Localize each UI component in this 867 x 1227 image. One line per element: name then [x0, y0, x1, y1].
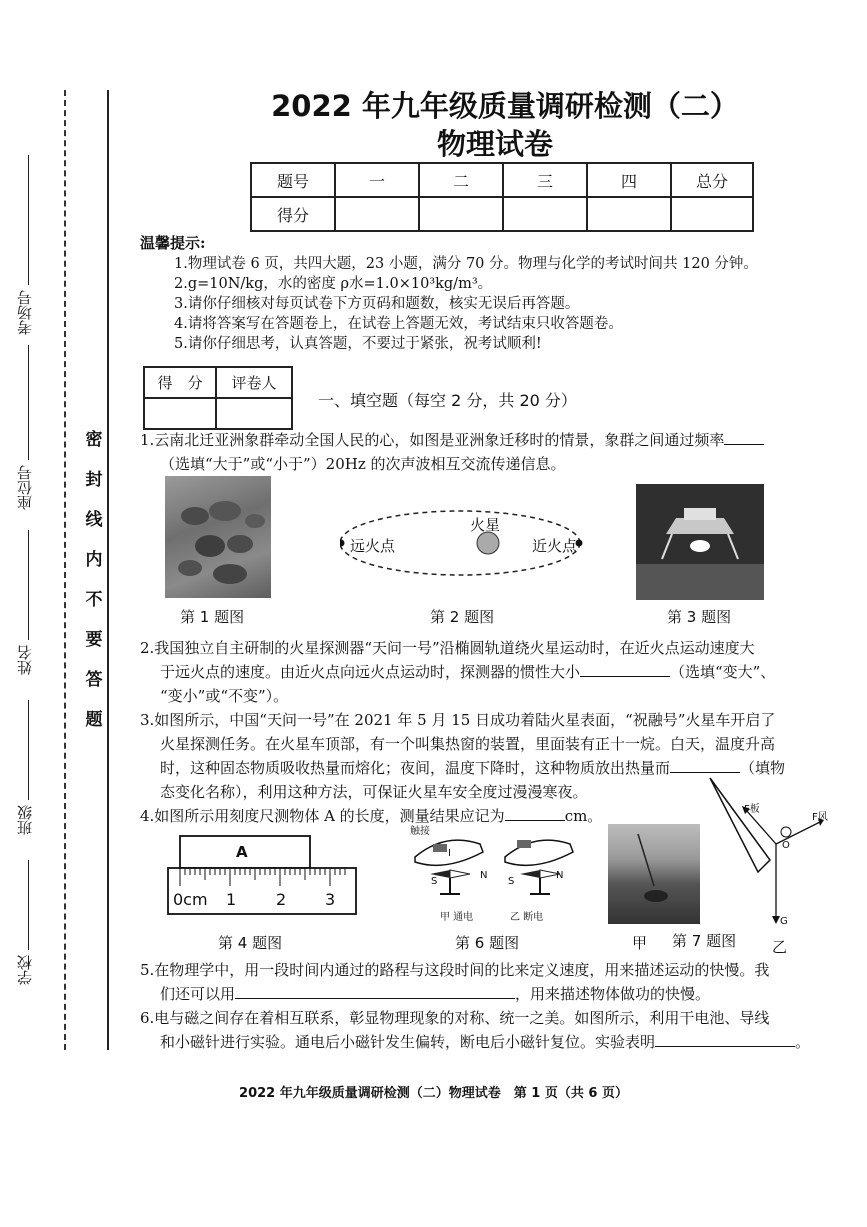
exam-subtitle: 物理试卷: [436, 127, 553, 161]
answer-blank[interactable]: [724, 430, 764, 445]
tips-title: 温馨提示:: [140, 234, 206, 252]
page-footer: 2022 年九年级质量调研检测（二）物理试卷 第 1 页（共 6 页）: [239, 1086, 628, 1101]
tip-item: 5.请你仔细思考，认真答题，不要过于紧张，祝考试顺利!: [174, 336, 542, 352]
name-label: 姓名: [16, 645, 34, 675]
question-5-line-2: 们还可以用 ，用来描述物体做功的快慢。: [160, 985, 711, 1003]
grader-score-cell[interactable]: [144, 398, 216, 429]
question-1-line-1: 1.云南北迁亚洲象群牵动全国人民的心，如图是亚洲象迁移时的情景，象群之间通过频率: [140, 428, 764, 452]
figure-6-caption: 第 6 题图: [455, 934, 520, 952]
force-board-label: F板: [744, 804, 760, 815]
tip-item: 2.g=10N/kg，水的密度 ρ水=1.0×10³kg/m³。: [174, 276, 493, 292]
question-2-line-1: 2.我国独立自主研制的火星探测器“天问一号”沿椭圆轨道绕火星运动时，在近火点运动速度大: [140, 639, 755, 657]
figure-3-caption: 第 3 题图: [667, 608, 732, 626]
score-header-cell: 三: [503, 163, 587, 197]
grader-name-label: 评卷人: [216, 367, 292, 398]
tip-item: 1.物理试卷 6 页，共四大题，23 小题，满分 70 分。物理与化学的考试时间共 120 分钟。: [174, 256, 758, 272]
exam-title: 2022 年九年级质量调研检测（二）: [271, 89, 739, 123]
seal-dashed-line: [64, 90, 66, 1050]
grader-score-label: 得 分: [144, 367, 216, 398]
mars-lander-photo: [636, 484, 764, 600]
ruler-object-label: A: [236, 843, 248, 861]
ruler-tick-label: 3: [325, 890, 336, 909]
force-wind-label: F风: [812, 812, 828, 823]
north-pole-label: N: [556, 870, 564, 881]
score-header-cell: 二: [419, 163, 503, 197]
question-3-line-3: 时，这种固态物质吸收热量而熔化；夜间，温度下降时，这种物质放出热量而 （填物: [160, 759, 786, 777]
score-header-cell: 题号: [251, 163, 335, 197]
near-point-label: 近火点: [532, 537, 578, 555]
school-label: 学校: [16, 955, 34, 985]
figure-4-caption: 第 4 题图: [218, 934, 283, 952]
name-blank-line-exam-room: [28, 155, 29, 285]
question-2-line-2: 于远火点的速度。由近火点向远火点运动时，探测器的惯性大小 （选填“变大”、: [160, 663, 776, 681]
force-diagram: [700, 776, 835, 936]
answer-blank[interactable]: [235, 984, 515, 999]
north-pole-label: N: [480, 870, 488, 881]
elephant-herd-photo: [165, 476, 271, 598]
score-cell[interactable]: [503, 197, 587, 231]
class-label: 班级: [16, 805, 34, 835]
ruler-tick-label: 2: [276, 890, 287, 909]
figure-7-caption: 第 7 题图: [672, 932, 737, 950]
powered-label: 甲 通电: [440, 912, 474, 923]
unpowered-label: 乙 断电: [510, 912, 544, 923]
figure-7-right-label: 乙: [772, 938, 788, 956]
score-row-label: 得分: [251, 197, 335, 231]
score-header-cell: 四: [587, 163, 671, 197]
name-blank-line-name: [28, 530, 29, 640]
score-cell[interactable]: [587, 197, 671, 231]
ruler-tick-label: 1: [226, 890, 237, 909]
answer-blank[interactable]: [670, 758, 740, 773]
ruler-tick-label: 0cm: [173, 890, 208, 909]
question-5-line-1: 5.在物理学中，用一段时间内通过的路程与这段时间的比来定义速度，用来描述运动的快慢。我: [140, 961, 770, 979]
answer-blank[interactable]: [655, 1032, 795, 1047]
far-point-label: 远火点: [350, 537, 396, 555]
gravity-label: G: [780, 916, 788, 927]
figure-2-caption: 第 2 题图: [430, 608, 495, 626]
answer-blank[interactable]: [580, 662, 670, 677]
question-3-line-4: 态变化名称），利用这种方法，可保证火星车安全度过漫漫寒夜。: [160, 783, 588, 801]
name-blank-line-seat: [28, 345, 29, 460]
grader-name-cell[interactable]: [216, 398, 292, 429]
score-table: [250, 162, 754, 232]
name-blank-line-class: [28, 700, 29, 800]
answer-blank[interactable]: [505, 806, 565, 821]
score-cell[interactable]: [335, 197, 419, 231]
seal-warning-text: 密 封 线 内 不 要 答 题: [85, 430, 103, 730]
question-3-line-2: 火星探测任务。在火星车顶部，有一个叫集热窗的装置，里面装有正十一烷。白天，温度升高: [160, 735, 776, 753]
question-6-line-2: 和小磁针进行实验。通电后小磁针发生偏转，断电后小磁针复位。实验表明 。: [160, 1033, 811, 1051]
question-4-line-1: 4.如图所示用刻度尺测物体 A 的长度，测量结果应记为 cm。: [140, 807, 603, 825]
question-2-line-3: “变小”或“不变”）。: [160, 687, 289, 705]
touch-label: 触接: [410, 826, 430, 837]
tip-item: 4.请将答案写在答题卷上，在试卷上答题无效，考试结束只收答题卷。: [174, 316, 623, 332]
figure-1-caption: 第 1 题图: [180, 608, 245, 626]
score-header-cell: 总分: [671, 163, 753, 197]
windsurf-photo: [608, 824, 700, 924]
south-pole-label: S: [431, 876, 438, 887]
pivot-o-label: O: [782, 840, 790, 851]
score-cell[interactable]: [419, 197, 503, 231]
seal-solid-line: [107, 90, 109, 1050]
tip-item: 3.请你仔细核对每页试卷下方页码和题数，核实无误后再答题。: [174, 296, 580, 312]
seat-label: 座位号: [16, 465, 34, 510]
score-cell[interactable]: [671, 197, 753, 231]
mars-label: 火星: [470, 516, 501, 534]
name-blank-line-school: [28, 860, 29, 950]
current-label: I: [448, 848, 451, 859]
question-1-line-2: （选填“大于”或“小于”）20Hz 的次声波相互交流传递信息。: [160, 455, 566, 473]
section-heading: 一、填空题（每空 2 分，共 20 分）: [318, 391, 577, 410]
south-pole-label: S: [508, 876, 515, 887]
grader-table: [143, 366, 293, 430]
question-3-line-1: 3.如图所示，中国“天问一号”在 2021 年 5 月 15 日成功着陆火星表面，“祝融号”火星车开启了: [140, 711, 776, 729]
score-header-cell: 一: [335, 163, 419, 197]
exam-room-label: 考场号: [16, 290, 34, 335]
figure-7-left-label: 甲: [632, 934, 648, 952]
question-6-line-1: 6.电与磁之间存在着相互联系，彰显物理现象的对称、统一之美。如图所示，利用干电池、导线: [140, 1009, 770, 1027]
